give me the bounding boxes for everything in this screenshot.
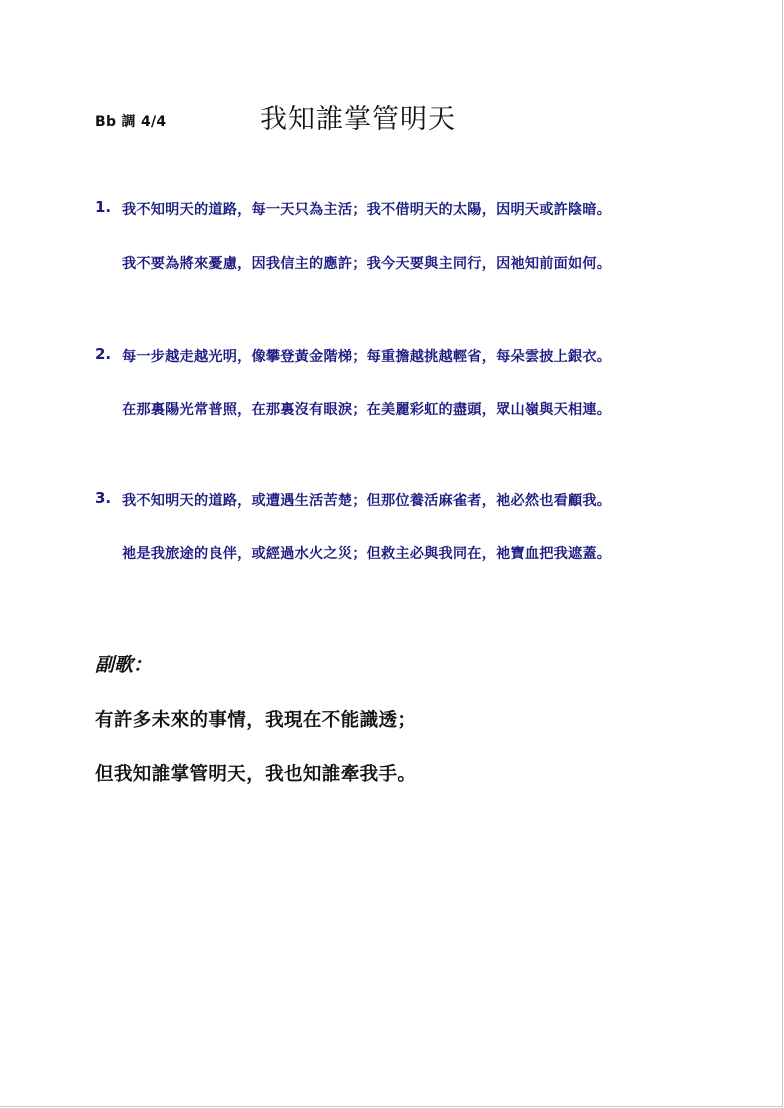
verse-number-3: 3. [95,489,112,507]
verse-1-line-1: 我不知明天的道路，每一天只為主活；我不借明天的太陽，因明天或許陰暗。 [122,202,612,218]
chorus-label: 副歌： [95,654,153,676]
verse-3-line-1: 我不知明天的道路，或遭遇生活苦楚；但那位養活麻雀者，祂必然也看顧我。 [122,493,612,509]
verse-3-line-2: 祂是我旅途的良伴，或經過水火之災；但救主必與我同在，祂寶血把我遮蓋。 [122,546,612,562]
verse-number-1: 1. [95,198,112,216]
song-title: 我知誰掌管明天 [260,104,456,135]
key-signature: Bb 調 4/4 [95,114,167,130]
chorus-line-1: 有許多未來的事情，我現在不能識透； [95,710,417,731]
verse-number-2: 2. [95,345,112,363]
chorus-line-2: 但我知誰掌管明天，我也知誰牽我手。 [95,764,417,785]
verse-1-line-2: 我不要為將來憂慮，因我信主的應許；我今天要與主同行，因祂知前面如何。 [122,256,612,272]
verse-2-line-2: 在那裏陽光常普照，在那裏沒有眼淚；在美麗彩虹的盡頭，眾山嶺與天相連。 [122,402,612,418]
verse-2-line-1: 每一步越走越光明，像攀登黃金階梯；每重擔越挑越輕省，每朵雲披上銀衣。 [122,349,612,365]
